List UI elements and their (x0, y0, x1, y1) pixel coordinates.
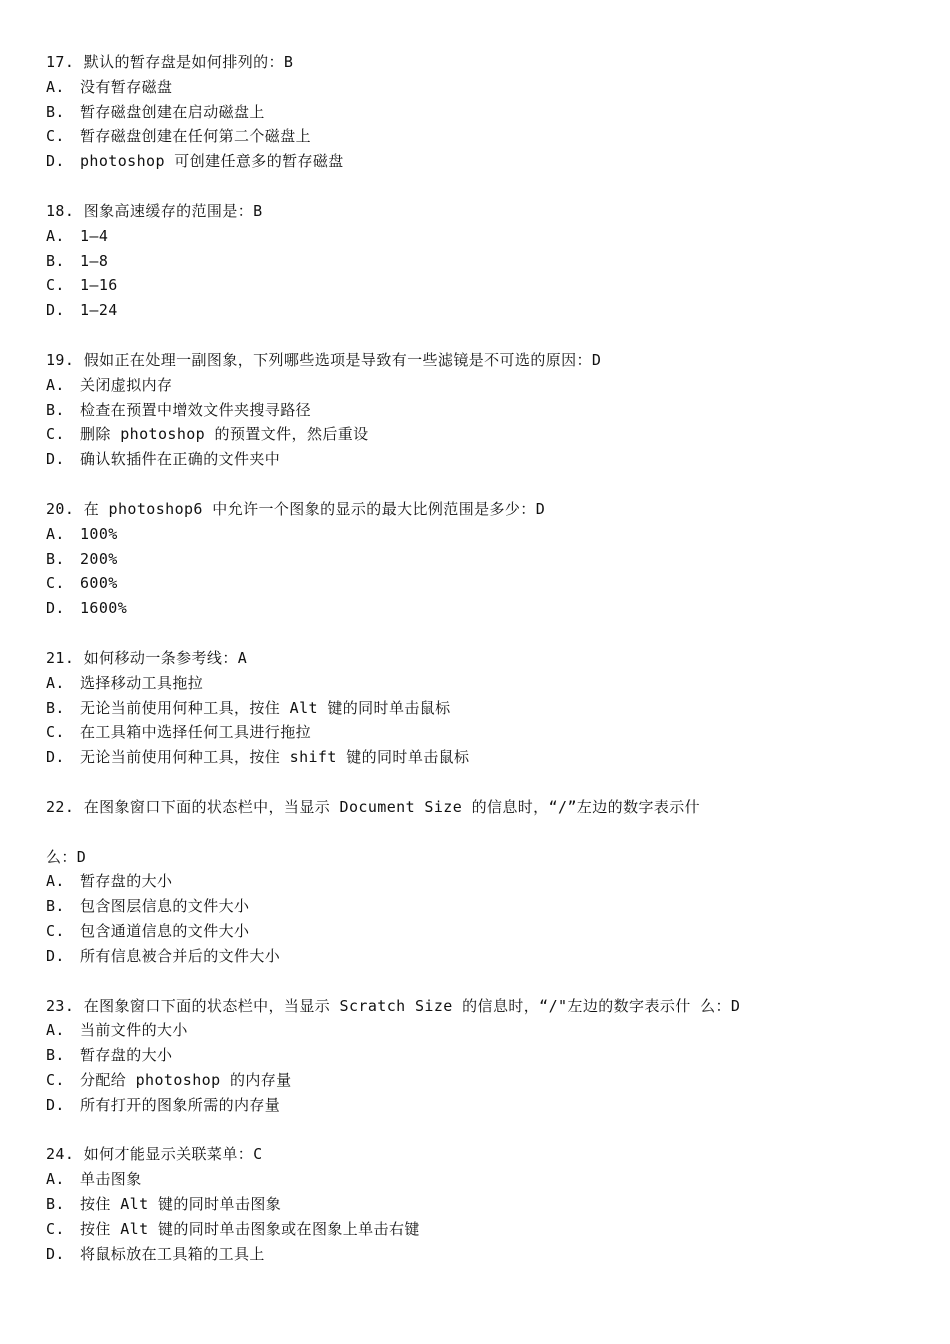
question-18 (46, 199, 906, 323)
option-d (46, 1093, 906, 1118)
option-a (46, 1018, 906, 1043)
option-a (46, 75, 906, 100)
option-a (46, 373, 906, 398)
option-d (46, 944, 906, 969)
option-text: 暂存磁盘创建在启动磁盘上 (80, 102, 265, 121)
option-a (46, 869, 906, 894)
option-letter: B. (46, 102, 65, 121)
option-text: 暂存盘的大小 (80, 872, 173, 891)
option-letter: A. (46, 1170, 65, 1189)
option-text: 1—16 (80, 276, 118, 295)
option-b (46, 696, 906, 721)
question-23 (46, 994, 906, 1118)
option-a (46, 1167, 906, 1192)
option-d (46, 1242, 906, 1267)
option-text: 无论当前使用何种工具，按住 shift 键的同时单击鼠标 (80, 748, 470, 767)
option-text: photoshop 可创建任意多的暂存磁盘 (80, 152, 344, 171)
option-letter: D. (46, 301, 65, 320)
question-stem-continued: 么：D (46, 847, 87, 866)
option-letter: C. (46, 921, 65, 940)
option-text: 1—24 (80, 301, 118, 320)
option-text: 所有打开的图象所需的内存量 (80, 1095, 281, 1114)
option-text: 包含通道信息的文件大小 (80, 921, 250, 940)
option-letter: B. (46, 251, 65, 270)
option-d (46, 298, 906, 323)
option-text: 按住 Alt 键的同时单击图象或在图象上单击右键 (80, 1219, 420, 1238)
option-text: 1—8 (80, 251, 109, 270)
question-stem: 21. 如何移动一条参考线：A (46, 648, 248, 667)
question-stem: 23. 在图象窗口下面的状态栏中，当显示 Scratch Size 的信息时，“/"左边的数字表示什 么：D (46, 996, 741, 1015)
option-letter: B. (46, 1046, 65, 1065)
option-a (46, 522, 906, 547)
option-letter: A. (46, 673, 65, 692)
option-text: 1600% (80, 599, 128, 618)
option-c (46, 1068, 906, 1093)
option-text: 选择移动工具拖拉 (80, 673, 204, 692)
question-21 (46, 646, 906, 770)
option-text: 单击图象 (80, 1170, 142, 1189)
question-19 (46, 348, 906, 472)
option-letter: A. (46, 77, 65, 96)
option-text: 暂存盘的大小 (80, 1046, 173, 1065)
option-letter: B. (46, 400, 65, 419)
option-c (46, 571, 906, 596)
question-24 (46, 1142, 906, 1266)
option-b (46, 547, 906, 572)
option-c (46, 1217, 906, 1242)
option-b (46, 1192, 906, 1217)
question-stem: 18. 图象高速缓存的范围是：B (46, 201, 263, 220)
question-17 (46, 50, 906, 174)
option-c (46, 919, 906, 944)
option-text: 在工具箱中选择任何工具进行拖拉 (80, 723, 312, 742)
option-letter: D. (46, 152, 65, 171)
question-stem: 20. 在 photoshop6 中允许一个图象的显示的最大比例范围是多少：D (46, 499, 546, 518)
question-20 (46, 497, 906, 621)
option-letter: C. (46, 723, 65, 742)
option-letter: D. (46, 946, 65, 965)
option-letter: B. (46, 698, 65, 717)
option-letter: B. (46, 1195, 65, 1214)
question-stem: 24. 如何才能显示关联菜单：C (46, 1145, 263, 1164)
option-text: 检查在预置中增效文件夹搜寻路径 (80, 400, 312, 419)
option-letter: A. (46, 872, 65, 891)
option-c (46, 422, 906, 447)
option-text: 分配给 photoshop 的内存量 (80, 1070, 292, 1089)
option-text: 所有信息被合并后的文件大小 (80, 946, 281, 965)
option-text: 600% (80, 574, 118, 593)
option-b (46, 249, 906, 274)
option-d (46, 596, 906, 621)
option-text: 将鼠标放在工具箱的工具上 (80, 1244, 265, 1263)
option-letter: C. (46, 127, 65, 146)
option-text: 暂存磁盘创建在任何第二个磁盘上 (80, 127, 312, 146)
option-c (46, 124, 906, 149)
option-text: 删除 photoshop 的预置文件，然后重设 (80, 425, 369, 444)
option-letter: D. (46, 1244, 65, 1263)
option-a (46, 224, 906, 249)
option-letter: D. (46, 599, 65, 618)
option-letter: C. (46, 574, 65, 593)
option-letter: D. (46, 450, 65, 469)
option-d (46, 745, 906, 770)
option-c (46, 720, 906, 745)
option-letter: C. (46, 1070, 65, 1089)
option-text: 没有暂存磁盘 (80, 77, 173, 96)
option-text: 按住 Alt 键的同时单击图象 (80, 1195, 282, 1214)
option-letter: A. (46, 375, 65, 394)
option-b (46, 894, 906, 919)
option-text: 确认软插件在正确的文件夹中 (80, 450, 281, 469)
line-gap (46, 820, 906, 845)
question-stem: 22. 在图象窗口下面的状态栏中，当显示 Document Size 的信息时，“/”左边的数字表示什 (46, 797, 701, 816)
option-d (46, 149, 906, 174)
option-text: 无论当前使用何种工具，按住 Alt 键的同时单击鼠标 (80, 698, 451, 717)
option-letter: C. (46, 425, 65, 444)
option-c (46, 273, 906, 298)
option-text: 100% (80, 524, 118, 543)
option-letter: C. (46, 276, 65, 295)
option-letter: B. (46, 897, 65, 916)
option-letter: D. (46, 1095, 65, 1114)
question-stem: 19. 假如正在处理一副图象，下列哪些选项是导致有一些滤镜是不可选的原因：D (46, 350, 602, 369)
question-22 (46, 795, 906, 969)
option-text: 1—4 (80, 226, 109, 245)
option-letter: D. (46, 748, 65, 767)
option-letter: A. (46, 226, 65, 245)
option-b (46, 100, 906, 125)
option-letter: C. (46, 1219, 65, 1238)
option-a (46, 671, 906, 696)
option-text: 包含图层信息的文件大小 (80, 897, 250, 916)
question-stem: 17. 默认的暂存盘是如何排列的：B (46, 53, 294, 71)
option-text: 200% (80, 549, 118, 568)
option-d (46, 447, 906, 472)
option-text: 当前文件的大小 (80, 1021, 188, 1040)
option-letter: A. (46, 524, 65, 543)
option-text: 关闭虚拟内存 (80, 375, 173, 394)
option-b (46, 1043, 906, 1068)
option-b (46, 398, 906, 423)
option-letter: B. (46, 549, 65, 568)
document-page (46, 50, 906, 1291)
option-letter: A. (46, 1021, 65, 1040)
